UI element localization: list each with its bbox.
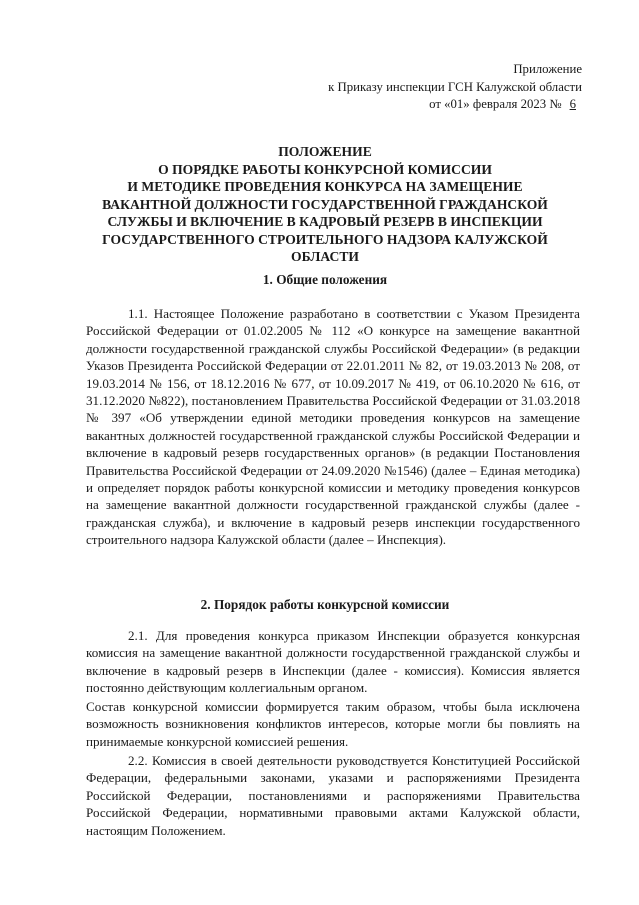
title-line-6: ГОСУДАРСТВЕННОГО СТРОИТЕЛЬНОГО НАДЗОРА КАЛУЖСКОЙ [102, 231, 548, 247]
section-2-heading: 2. Порядок работы конкурсной комиссии [200, 597, 450, 612]
title-line-7: ОБЛАСТИ [291, 249, 359, 264]
paragraph-1-1: 1.1. Настоящее Положение разработано в соответствии с Указом Президента Российской Федерации от 01.02.2005 № 112 «О конкурсе на замещение вакантной должности государственной гражданской службы Российской Федерации» (в редакции Указов Президента Российской Федерации от 22.01.2011 № 82, от 19.03.2013 № 208, от 19.03.2014 № 156, от 18.12.2016 № 677, от 10.09.2017 № 419, от 06.10.2020 № 616, от 31.12.2020 №822), постановлением Правительства Российской Федерации от 31.03.2018 № 397 «Об утверждении единой методики проведения конкурсов на замещение вакантных должностей государственной гражданской службы Российской Федерации и включение в кадровый резерв государственных органов» (в редакции Постановления Правительства Российской Федерации от 24.09.2020 №1546) (далее – Единая методика) и определяет порядок работы конкурсной комиссии и методику проведения конкурсов на замещение вакантной должности государственной гражданской службы (далее - гражданская служба), и включение в кадровый резерв инспекции государственного строительного надзора Калужской области (далее – Инспекция). [86, 306, 580, 548]
appendix-date: от «01» февраля 2023 № [429, 97, 562, 111]
appendix-block [328, 61, 582, 114]
title-line-2: О ПОРЯДКЕ РАБОТЫ КОНКУРСНОЙ КОМИССИИ [158, 161, 492, 177]
document-title [70, 143, 580, 266]
paragraph-2-1-composition: Состав конкурсной комиссии формируется таким образом, чтобы была исключена возможность возникновения конфликтов интересов, которые могли бы повлиять на принимаемые конкурсной комиссией решения. [86, 699, 580, 749]
title-line-5: СЛУЖБЫ И ВКЛЮЧЕНИЕ В КАДРОВЫЙ РЕЗЕРВ В ИНСПЕКЦИИ [107, 214, 543, 229]
paragraph-2-2: 2.2. Комиссия в своей деятельности руководствуется Конституцией Российской Федерации, федеральными законами, указами и распоряжениями Президента Российской Федерации, постановлениями и распоряжениями Правительства Российской Федерации, нормативными правовыми актами Калужской области, настоящим Положением. [86, 753, 580, 838]
appendix-date-line [328, 96, 582, 114]
appendix-label: Приложение [513, 62, 582, 76]
title-line-3: И МЕТОДИКЕ ПРОВЕДЕНИЯ КОНКУРСА НА ЗАМЕЩЕНИЕ [127, 179, 523, 194]
title-line-4: ВАКАНТНОЙ ДОЛЖНОСТИ ГОСУДАРСТВЕННОЙ ГРАЖДАНСКОЙ [102, 196, 548, 212]
order-number: 6 [569, 97, 576, 111]
title-line-1: ПОЛОЖЕНИЕ [278, 144, 372, 159]
paragraph-2-1: 2.1. Для проведения конкурса приказом Инспекции образуется конкурсная комиссия на замещение вакантной должности государственной гражданской службы и включение в кадровый резерв в Инспекции (далее - комиссия). Комиссия является постоянно действующим коллегиальным органом. [86, 628, 580, 696]
section-1-heading: 1. Общие положения [262, 272, 388, 287]
appendix-order-ref: к Приказу инспекции ГСН Калужской области [328, 79, 582, 94]
